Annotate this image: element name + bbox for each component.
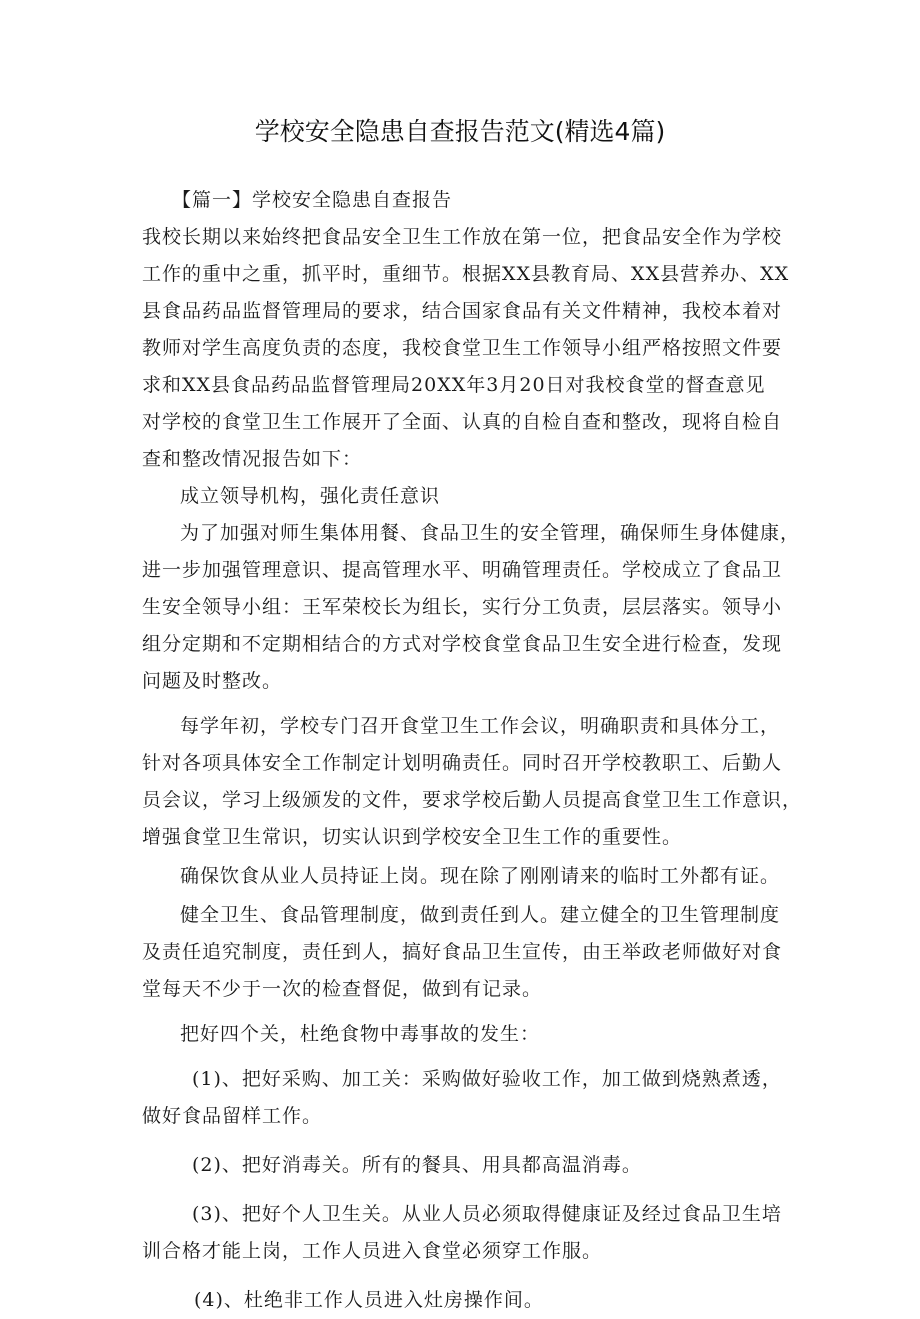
text-line: 县食品药品监督管理局的要求，结合国家食品有关文件精神，我校本着对 (142, 300, 783, 322)
text-line: (3)、把好个人卫生关。从业人员必须取得健康证及经过食品卫生培 (192, 1203, 782, 1225)
text-line: (1)、把好采购、加工关：采购做好验收工作，加工做到烧熟煮透， (192, 1068, 782, 1090)
text-line: 做好食品留样工作。 (142, 1105, 323, 1127)
text-line: 我校长期以来始终把食品安全卫生工作放在第一位，把食品安全作为学校 (142, 226, 783, 248)
text-line: 查和整改情况报告如下： (142, 448, 363, 470)
text-line: 每学年初，学校专门召开食堂卫生工作会议，明确职责和具体分工， (180, 715, 781, 737)
paragraph-meetings (142, 708, 802, 856)
subheading-leadership (142, 478, 802, 515)
section-heading: 【篇一】学校安全隐患自查报告 (172, 189, 453, 211)
text-line: 增强食堂卫生常识，切实认识到学校安全卫生工作的重要性。 (142, 826, 683, 848)
text-line: 生安全领导小组：王军荣校长为组长，实行分工负责，层层落实。领导小 (142, 596, 783, 618)
text-line: 问题及时整改。 (142, 670, 283, 692)
text-line: 对学校的食堂卫生工作展开了全面、认真的自检自查和整改，现将自检自 (142, 411, 783, 433)
text-line: 工作的重中之重，抓平时，重细节。根据XX县教育局、XX县营养办、XX (142, 263, 790, 285)
text-line: 针对各项具体安全工作制定计划明确责任。同时召开学校教职工、后勤人 (142, 752, 783, 774)
list-item-1 (142, 1061, 802, 1135)
text-line: (4)、杜绝非工作人员进入灶房操作间。 (194, 1289, 544, 1311)
text-line: 健全卫生、食品管理制度，做到责任到人。建立健全的卫生管理制度 (180, 904, 781, 926)
paragraph-regulations (142, 897, 802, 1008)
text-line: 进一步加强管理意识、提高管理水平、明确管理责任。学校成立了食品卫 (142, 559, 783, 581)
text-line: 把好四个关，杜绝食物中毒事故的发生： (180, 1023, 541, 1045)
text-line: 为了加强对师生集体用餐、食品卫生的安全管理，确保师生身体健康， (180, 522, 801, 544)
document-body (142, 182, 802, 1319)
text-line: (2)、把好消毒关。所有的餐具、用具都高温消毒。 (192, 1154, 642, 1176)
text-line: 教师对学生高度负责的态度，我校食堂卫生工作领导小组严格按照文件要 (142, 337, 783, 359)
list-item-2 (142, 1147, 802, 1184)
paragraph-certification (142, 858, 802, 895)
text-line: 成立领导机构，强化责任意识 (180, 485, 441, 507)
text-line: 堂每天不少于一次的检查督促，做到有记录。 (142, 978, 543, 1000)
text-line: 员会议，学习上级颁发的文件，要求学校后勤人员提高食堂卫生工作意识， (142, 789, 803, 811)
text-line: 组分定期和不定期相结合的方式对学校食堂食品卫生安全进行检查，发现 (142, 633, 783, 655)
paragraph-intro (142, 219, 802, 478)
text-line: 及责任追究制度，责任到人，搞好食品卫生宣传，由王举政老师做好对食 (142, 941, 783, 963)
paragraph-four-checks (142, 1016, 802, 1053)
paragraph-leadership (142, 515, 802, 700)
document-title: 学校安全隐患自查报告范文(精选4篇) (254, 117, 666, 146)
text-line: 训合格才能上岗，工作人员进入食堂必须穿工作服。 (142, 1240, 603, 1262)
text-line: 确保饮食从业人员持证上岗。现在除了刚刚请来的临时工外都有证。 (180, 865, 781, 887)
list-item-3 (142, 1196, 802, 1270)
text-line: 求和XX县食品药品监督管理局20XX年3月20日对我校食堂的督查意见 (142, 374, 766, 396)
